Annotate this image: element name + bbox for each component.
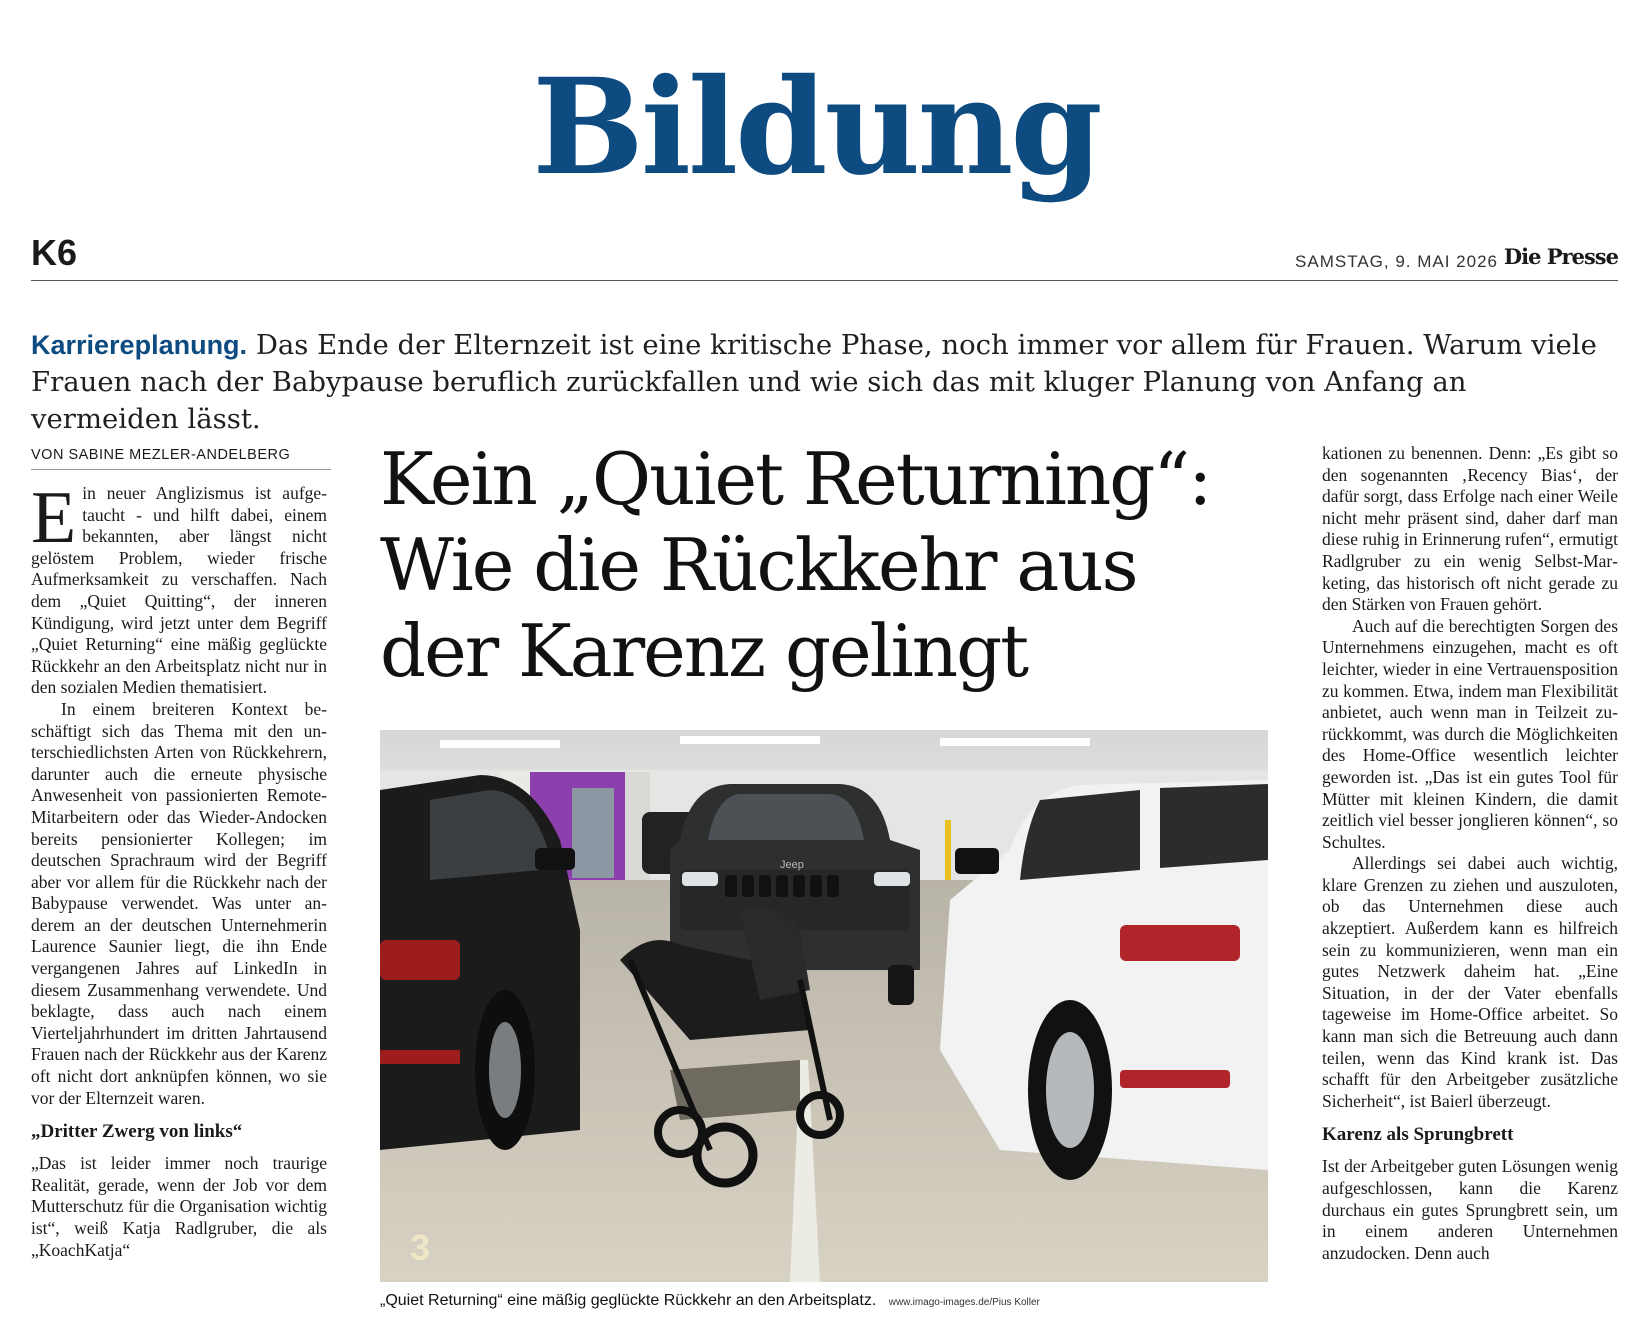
article-column-3	[1322, 443, 1618, 1264]
paragraph-text: in neuer Anglizismus ist aufgetaucht - und hilft dabei, einem bekannten, aber längst nicht gelöstem Problem, wieder frische Aufmerksamkeit zu verschaffen. Nach dem „Quiet Quitting“, der inneren Kündigung, wird jetzt unter dem Begriff „Quiet Returning“ eine mäßig geglückte Rückkehr an den Arbeitsplatz nicht nur in den sozialen Medien thematisiert.	[31, 483, 327, 698]
publication-logo: Die Presse	[1503, 244, 1618, 269]
paragraph: „Das ist leider immer noch traurige Realität, gerade, wenn der Job vor dem Mutterschutz für die Organisation wichtig ist“, weiß Katja Radlgruber, die als „KoachKatja“	[31, 1153, 327, 1260]
headline-line: Wie die Rückkehr aus	[380, 523, 1137, 607]
article-lede	[31, 327, 1621, 438]
section-title: Bildung	[532, 50, 1100, 205]
byline: VON SABINE MEZLER-ANDELBERG	[31, 447, 331, 470]
page-number: K6	[31, 232, 78, 273]
lede-text: Das Ende der Elternzeit ist eine kritische Phase, noch immer vor allem für Frauen. Warum viele Frauen nach der Babypause beruflich zurückfallen und wie sich das mit kluger Planung von Anfang an vermeiden lässt.	[31, 329, 1597, 435]
paragraph: Ist der Arbeitgeber guten Lösungen wenig aufgeschlossen, kann die Karenz durchaus ein gutes Sprungbrett sein, um in einem anderen Unternehmen anzudocken. Denn auch	[1322, 1156, 1618, 1263]
article-headline	[380, 436, 1260, 694]
photo-illustration	[380, 730, 1268, 1282]
article-column-1	[31, 477, 327, 1261]
caption-text: „Quiet Returning“ eine mäßig geglückte Rückkehr an den Arbeitsplatz.	[380, 1292, 877, 1309]
grille-text: Jeep	[780, 859, 804, 871]
paragraph: Allerdings sei dabei auch wichtig, klare Grenzen zu ziehen und auszuloten, ob das Unternehmen diese auch akzeptiert. Außerdem kann es hilfreich sein zu kommunizieren, wenn man ein gutes Netzwerk daheim hat. „Eine Situation, in der der Vater ebenfalls tageweise im Home-Office arbeitet. So kann man sich die Betreuung auch dann teilen, wenn das Kind krank ist. Das schafft für den Arbeitgeber zusätzliche Sicherheit“, ist Baierl überzeugt.	[1322, 853, 1618, 1111]
photo-credit: www.imago-images.de/Pius Koller	[888, 1297, 1040, 1308]
paragraph: In einem breiteren Kontext beschäftigt sich das Thema mit den unterschiedlichsten Arten von Rückkehrern, darunter auch die erneute physische Anwesenheit von passionierten Remote-Mitarbeitern oder das Wieder-Andocken bereits pensionierter Kollegen; im deutschen Sprachraum wird der Begriff aber vor allem für die Rückkehr nach der Babypause verwendet. Was unter anderem an der deutschen Unternehmerin Laurence Saunier liegt, die ihn Ende vergangenen Jahres auf LinkedIn in diesem Zusammenhang verwendete. Und beklagte, dass auch nach einem Vierteljahrhundert im dritten Jahrtausend Frauen nach der Rückkehr aus der Karenz oft nicht dort anknüpfen können, wo sie vor der Elternzeit waren.	[31, 698, 327, 1108]
ceiling-light	[440, 740, 560, 748]
article-photo	[380, 730, 1268, 1282]
headline-line: Kein „Quiet Returning“:	[380, 437, 1211, 521]
issue-date: SAMSTAG, 9. MAI 2026	[1295, 252, 1498, 271]
lede-kicker: Karriereplanung.	[31, 330, 248, 360]
subheading: „Dritter Zwerg von links“	[31, 1121, 243, 1143]
paragraph: Auch auf die berechtigten Sorgen des Unternehmens einzugehen, macht es oft leichter, wieder in eine Vertrauensposition zu kommen. Etwa, indem man Flexibilität anbietet, auch wenn man in Teilzeit zurückkommt, was durch die Möglichkeiten des Home-Office wesentlich leichter geworden ist. „Das ist ein gutes Tool für Mütter mit kleinen Kindern, die damit zeitlich viel besser jonglieren können“, so Schultes.	[1322, 615, 1618, 852]
door	[572, 788, 614, 878]
parking-number: 3	[410, 1227, 431, 1268]
subheading: Karenz als Sprungbrett	[1322, 1124, 1514, 1146]
page-header-bar	[31, 232, 1618, 281]
paragraph: kationen zu benennen. Denn: „Es gibt so den sogenannten ‚Recency Bias‘, der dafür sorgt, dass Erfolge nach einer Weile nicht mehr präsent sind, daher darf man diese ruhig in Erinnerung rufen“, ermutigt Radlgruber zu ein wenig Selbst-Marketing, das historisch oft nicht gerade zu den Stärken von Frauen gehört.	[1322, 443, 1618, 615]
ceiling-light	[940, 738, 1090, 746]
headline-line: der Karenz gelingt	[380, 609, 1028, 693]
bollard	[945, 820, 951, 880]
ceiling-light	[680, 736, 820, 744]
left-car	[380, 775, 580, 1150]
photo-caption	[380, 1292, 1280, 1310]
paragraph	[31, 477, 327, 699]
drop-cap: E	[31, 477, 77, 559]
